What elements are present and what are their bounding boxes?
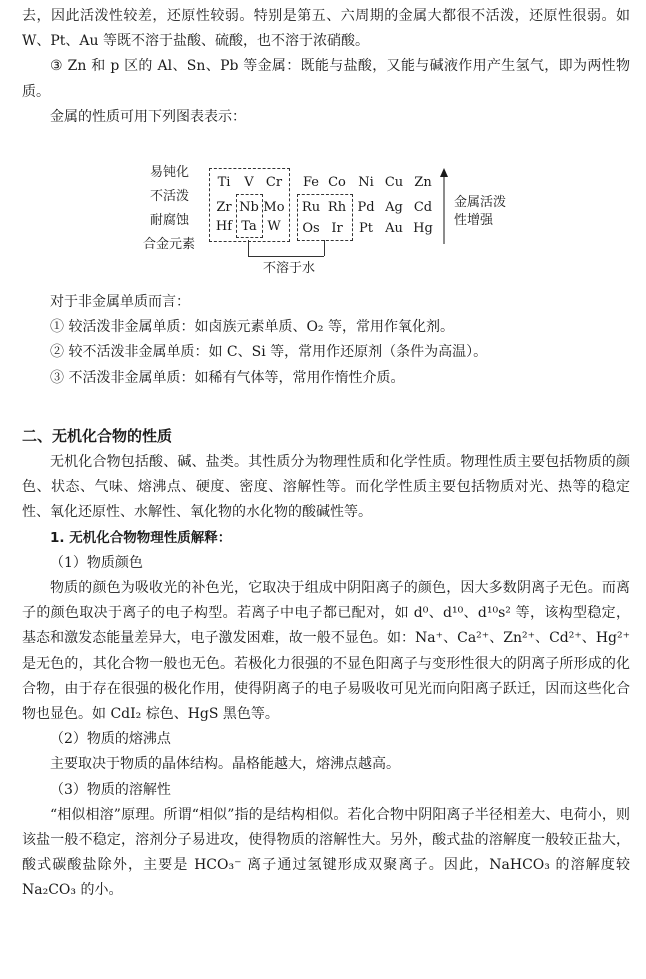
element-au: Au xyxy=(385,221,403,236)
element-ru: Ru xyxy=(301,200,321,215)
section-body xyxy=(22,450,630,904)
label-corrosion: 耐腐蚀 xyxy=(150,213,190,228)
label-activity-2: 性增强 xyxy=(454,213,494,228)
label-insoluble: 不溶于水 xyxy=(263,261,316,276)
element-rh: Rh xyxy=(327,200,347,215)
element-v: V xyxy=(244,175,254,190)
label-inactive: 不活泼 xyxy=(150,189,190,204)
color-title: （1）物质颜色 xyxy=(50,554,143,571)
connector-right xyxy=(324,240,325,256)
element-ni: Ni xyxy=(358,175,374,190)
element-hf: Hf xyxy=(215,219,233,234)
top-text-block xyxy=(22,4,630,130)
melting-point-paragraph: 主要取决于物质的晶体结构。晶格能越大，熔沸点越高。 xyxy=(50,756,400,773)
nonmetal-item-1: ① 较活泼非金属单质：如卤族元素单质、O₂ 等，常用作氧化剂。 xyxy=(50,319,454,336)
connector-left xyxy=(248,240,249,256)
element-pd: Pd xyxy=(357,200,375,215)
element-pt: Pt xyxy=(359,221,373,236)
element-hg: Hg xyxy=(413,221,433,236)
color-paragraph: 物质的颜色为吸收光的补色光，它取决于组成中阴阳离子的颜色，因大多数阴离子无色。而离子的颜色取决于离子的电子构型。若离子中电子都已配对，如 d⁰、d¹⁰、d¹⁰s² 等，该构型稳定，基态和激发态能量差异大，电子激发困难，故一般不显色。如：Na⁺、Ca²⁺、Zn²⁺、Cd²⁺、Hg²⁺ 是无色的，其化合物一般也无色。若极化力很强的不显色阳离子与变形性很大的阴离子所形成的化合物，由于存在很强的极化作用，使得阴离子的电子易吸收可见光而向阳离子跃迁，因而这些化合物也显色。如 CdI₂ 棕色、HgS 黑色等。 xyxy=(22,580,630,723)
element-os: Os xyxy=(302,221,320,236)
element-nb: Nb xyxy=(239,200,259,215)
element-co: Co xyxy=(328,175,346,190)
label-alloy: 合金元素 xyxy=(143,237,196,252)
section-intro: 无机化合物包括酸、碱、盐类。其性质分为物理性质和化学性质。物理性质主要包括物质的颜色、状态、气味、熔沸点、硬度、密度、溶解性等。而化学性质主要包括物质对光、热等的稳定性、氧化还原性、水解性、氧化物的水化物的酸碱性等。 xyxy=(22,454,630,521)
nonmetal-item-3: ③ 不活泼非金属单质：如稀有气体等，常用作惰性介质。 xyxy=(50,369,405,386)
connector-bottom xyxy=(248,256,324,257)
element-ag: Ag xyxy=(385,200,403,215)
element-cu: Cu xyxy=(384,175,404,190)
melting-point-title: （2）物质的熔沸点 xyxy=(50,731,171,748)
label-passivation: 易钝化 xyxy=(150,165,190,180)
element-fe: Fe xyxy=(302,175,319,190)
solubility-paragraph: “相似相溶”原理。所谓“相似”指的是结构相似。若化合物中阴阳离子半径相差大、电荷小，则该盐一般不稳定，溶剂分子易进攻，使得物质的溶解性大。另外，酸式盐的溶解度一般较正盐大，酸式碳酸盐除外，主要是 HCO₃⁻ 离子通过氢键形成双聚离子。因此，NaHCO₃ 的溶解度较 Na₂CO₃ 的小。 xyxy=(22,806,630,899)
paragraph-continuation: 去，因此活泼性较差，还原性较弱。特别是第五、六周期的金属大都很不活泼，还原性很弱。如 W、Pt、Au 等既不溶于盐酸、硫酸，也不溶于浓硝酸。 xyxy=(22,8,630,50)
element-ir: Ir xyxy=(331,221,343,236)
arrow-up-icon xyxy=(438,168,450,244)
paragraph-zn: ③ Zn 和 p 区的 Al、Sn、Pb 等金属：既能与盐酸，又能与碱液作用产生氢气，即为两性物质。 xyxy=(22,58,630,100)
element-zn: Zn xyxy=(414,175,432,190)
subsection-1-title: 1. 无机化合物物理性质解释： xyxy=(50,529,232,546)
section-title: 二、无机化合物的性质 xyxy=(22,427,173,445)
nonmetal-block xyxy=(22,290,630,391)
element-cr: Cr xyxy=(265,175,283,190)
element-zr: Zr xyxy=(216,200,232,215)
nonmetal-intro: 对于非金属单质而言： xyxy=(50,294,190,310)
paragraph-diagram-intro: 金属的性质可用下列图表表示： xyxy=(50,108,246,125)
nonmetal-item-2: ② 较不活泼非金属单质：如 C、Si 等，常用作还原剂（条件为高温）。 xyxy=(50,344,488,361)
label-activity-1: 金属活泼 xyxy=(454,195,507,210)
element-ta: Ta xyxy=(241,219,257,234)
solubility-title: （3）物质的溶解性 xyxy=(50,781,171,798)
element-cd: Cd xyxy=(413,200,433,215)
metal-properties-diagram xyxy=(143,162,510,292)
element-w: W xyxy=(267,219,281,234)
element-ti: Ti xyxy=(217,175,231,190)
element-mo: Mo xyxy=(263,200,285,215)
